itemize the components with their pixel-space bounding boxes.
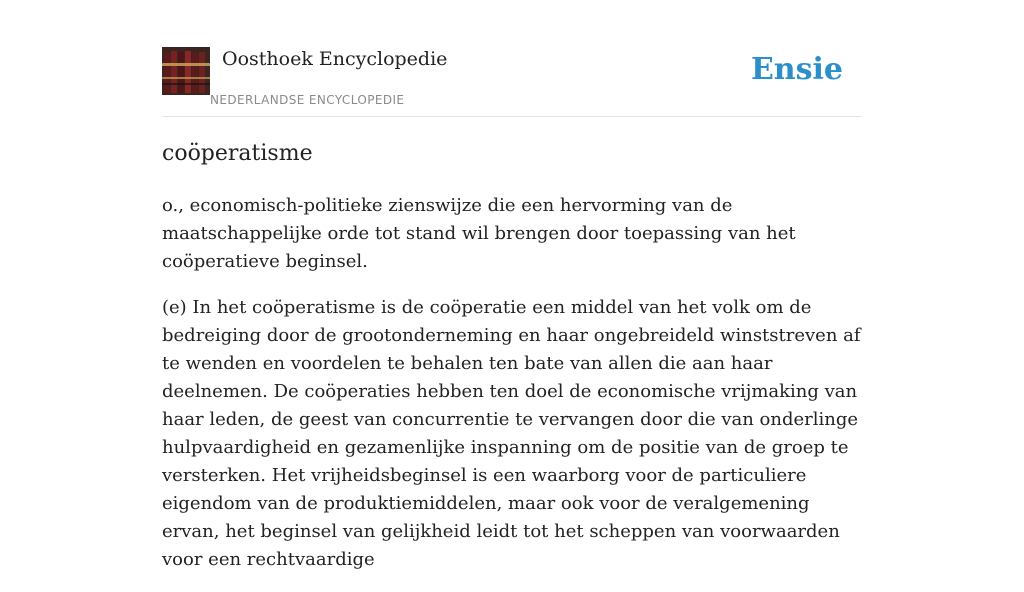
article-paragraph-1: o., economisch-politieke zienswijze die een hervorming van de maatschappelijke orde tot stand wil brengen door toepassing van het coöperatieve beginsel. (162, 195, 796, 272)
ensie-logo-link[interactable]: Ensie (750, 52, 843, 87)
site-avatar[interactable] (162, 47, 210, 95)
site-header (162, 47, 862, 117)
article-title: coöperatisme (162, 141, 313, 166)
site-subtitle: NEDERLANDSE ENCYCLOPEDIE (210, 93, 405, 107)
site-title[interactable]: Oosthoek Encyclopedie (222, 48, 448, 70)
article-paragraph-2: (e) In het coöperatisme is de coöperatie een middel van het volk om de bedreiging door de grootonderneming en haar ongebreideld winststreven af te wenden en voordelen te behalen ten bate van allen die aan haar deelnemen. De coöperaties hebben ten doel de economische vrijmaking van haar leden, de geest van concurrentie te vervangen door die van onderlinge hulpvaardigheid en gezamenlijke inspanning om de positie van de groep te versterken. Het vrijheidsbeginsel is een waarborg voor de particuliere eigendom van de produktiemiddelen, maar ook voor de veralgemening ervan, het beginsel van gelijkheid leidt tot het scheppen van voorwaarden voor een rechtvaardige (162, 297, 861, 570)
book-spines-icon (162, 47, 210, 95)
article-content (162, 138, 862, 592)
